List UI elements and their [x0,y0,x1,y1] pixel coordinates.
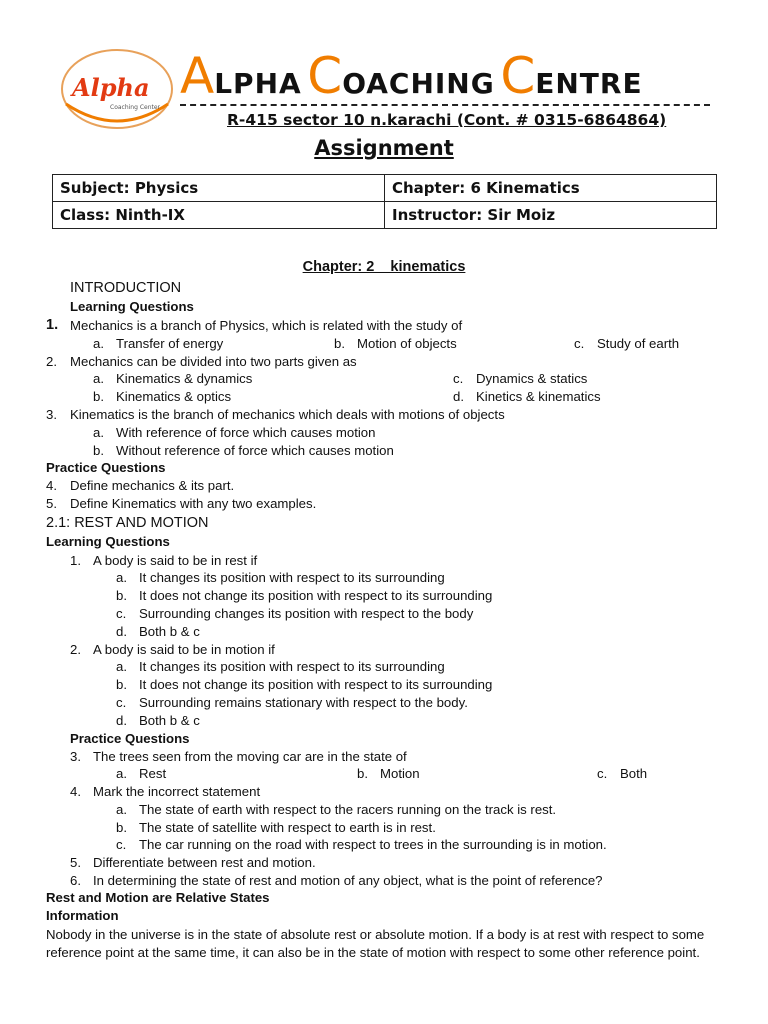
rm-q1-c-label: c. [116,606,127,621]
rm-q3-a-label: a. [116,766,127,781]
rm-q6-text: In determining the state of rest and motion of any object, what is the point of reference? [93,873,603,888]
q2-d-text: Kinetics & kinematics [476,389,601,404]
chapter-cell: Chapter: 6 Kinematics [385,175,717,202]
p4-number: 4. [46,478,57,493]
rm-q2-d-text: Both b & c [139,713,200,728]
rm-q2-number: 2. [70,642,81,657]
rm-q4-c-text: The car running on the road with respect to trees in the surrounding is in motion. [139,837,607,852]
rm-q4-text: Mark the incorrect statement [93,784,261,799]
q1-c-label: c. [574,336,585,351]
information-paragraph: Nobody in the universe is in the state of absolute rest or absolute motion. If a body is at rest with respect to some reference point at the same time, it can also be in the state of motion with respect to some other reference point. [46,927,705,960]
brand-rest-1: LPHA [214,67,302,100]
p5-number: 5. [46,496,57,511]
q3-a-label: a. [93,425,104,440]
rm-q2-a-text: It changes its position with respect to its surrounding [139,659,445,674]
q2-c-text: Dynamics & statics [476,371,588,386]
q3-a-text: With reference of force which causes motion [116,425,376,440]
rm-q1-d-label: d. [116,624,127,639]
information-label: Information [46,908,119,923]
rm-q4-b-label: b. [116,820,127,835]
address: R-415 sector 10 n.karachi (Cont. # 0315-6864864) [227,111,667,129]
q3-b-text: Without reference of force which causes motion [116,443,394,458]
p4-text: Define mechanics & its part. [70,478,235,493]
class-cell: Class: Ninth-IX [53,202,385,229]
page-title: Assignment [314,136,454,160]
rm-q4-number: 4. [70,784,81,799]
rm-q6-number: 6. [70,873,81,888]
rm-q1-number: 1. [70,553,81,568]
alpha-logo [58,46,176,132]
rm-q2-c-label: c. [116,695,127,710]
intro-practice-label: Practice Questions [46,460,166,475]
chapter-title: Chapter: 2 kinematics [302,259,466,275]
rm-q2-b-label: b. [116,677,127,692]
rm-q4-b-text: The state of satellite with respect to earth is in rest. [139,820,436,835]
rm-q1-b-text: It does not change its position with respect to its surrounding [139,588,493,603]
rm-q3-number: 3. [70,749,81,764]
rm-q1-text: A body is said to be in rest if [93,553,258,568]
rm-q1-d-text: Both b & c [139,624,200,639]
q1-b-text: Motion of objects [357,336,457,351]
rm-q4-a-text: The state of earth with respect to the racers running on the track is rest. [139,802,557,817]
rm-practice-label: Practice Questions [70,731,190,746]
q3-number: 3. [46,407,57,422]
q1-a-label: a. [93,336,104,351]
q3-b-label: b. [93,443,104,458]
rm-q2-d-label: d. [116,713,127,728]
q2-text: Mechanics can be divided into two parts given as [70,354,357,369]
brand-title [180,48,710,106]
q2-number: 2. [46,354,57,369]
intro-learning-label: Learning Questions [70,299,194,314]
rm-learning-label: Learning Questions [46,534,170,549]
logo-subtext: Coaching Center [110,104,161,111]
info-table [52,174,717,229]
relative-heading: Rest and Motion are Relative States [46,890,270,905]
brand-rest-3: ENTRE [535,67,643,100]
logo-text: Alpha [72,73,150,102]
intro-heading: INTRODUCTION [70,280,182,296]
rm-q5-number: 5. [70,855,81,870]
q3-text: Kinematics is the branch of mechanics which deals with motions of objects [70,407,505,422]
rm-q3-c-text: Both [620,766,648,781]
rm-q1-c-text: Surrounding changes its position with respect to the body [139,606,474,621]
rest-motion-heading: 2.1: REST AND MOTION [46,515,209,531]
q1-b-label: b. [334,336,345,351]
subject-cell: Subject: Physics [53,175,385,202]
q1-a-text: Transfer of energy [116,336,224,351]
rm-q3-text: The trees seen from the moving car are in the state of [93,749,407,764]
q1-number: 1. [46,317,59,333]
brand-rest-2: OACHING [342,67,495,100]
instructor-cell: Instructor: Sir Moiz [385,202,717,229]
rm-q3-c-label: c. [597,766,608,781]
rm-q5-text: Differentiate between rest and motion. [93,855,316,870]
brand-initial-1: A [180,47,215,105]
rm-q2-b-text: It does not change its position with respect to its surrounding [139,677,493,692]
rm-q3-a-text: Rest [139,766,167,781]
rm-q3-b-text: Motion [380,766,420,781]
rm-q2-a-label: a. [116,659,127,674]
rm-q1-a-text: It changes its position with respect to its surrounding [139,570,445,585]
q1-c-text: Study of earth [597,336,680,351]
q2-d-label: d. [453,389,464,404]
q2-a-label: a. [93,371,104,386]
q1-text: Mechanics is a branch of Physics, which is related with the study of [70,318,463,333]
q2-b-label: b. [93,389,104,404]
rm-q4-c-label: c. [116,837,127,852]
rm-q2-text: A body is said to be in motion if [93,642,275,657]
brand-initial-2: C [307,47,343,105]
rm-q2-c-text: Surrounding remains stationary with respect to the body. [139,695,468,710]
q2-c-label: c. [453,371,464,386]
rm-q1-a-label: a. [116,570,127,585]
rm-q1-b-label: b. [116,588,127,603]
p5-text: Define Kinematics with any two examples. [70,496,317,511]
brand-initial-3: C [500,47,536,105]
q2-a-text: Kinematics & dynamics [116,371,253,386]
q2-b-text: Kinematics & optics [116,389,232,404]
rm-q3-b-label: b. [357,766,368,781]
rm-q4-a-label: a. [116,802,127,817]
